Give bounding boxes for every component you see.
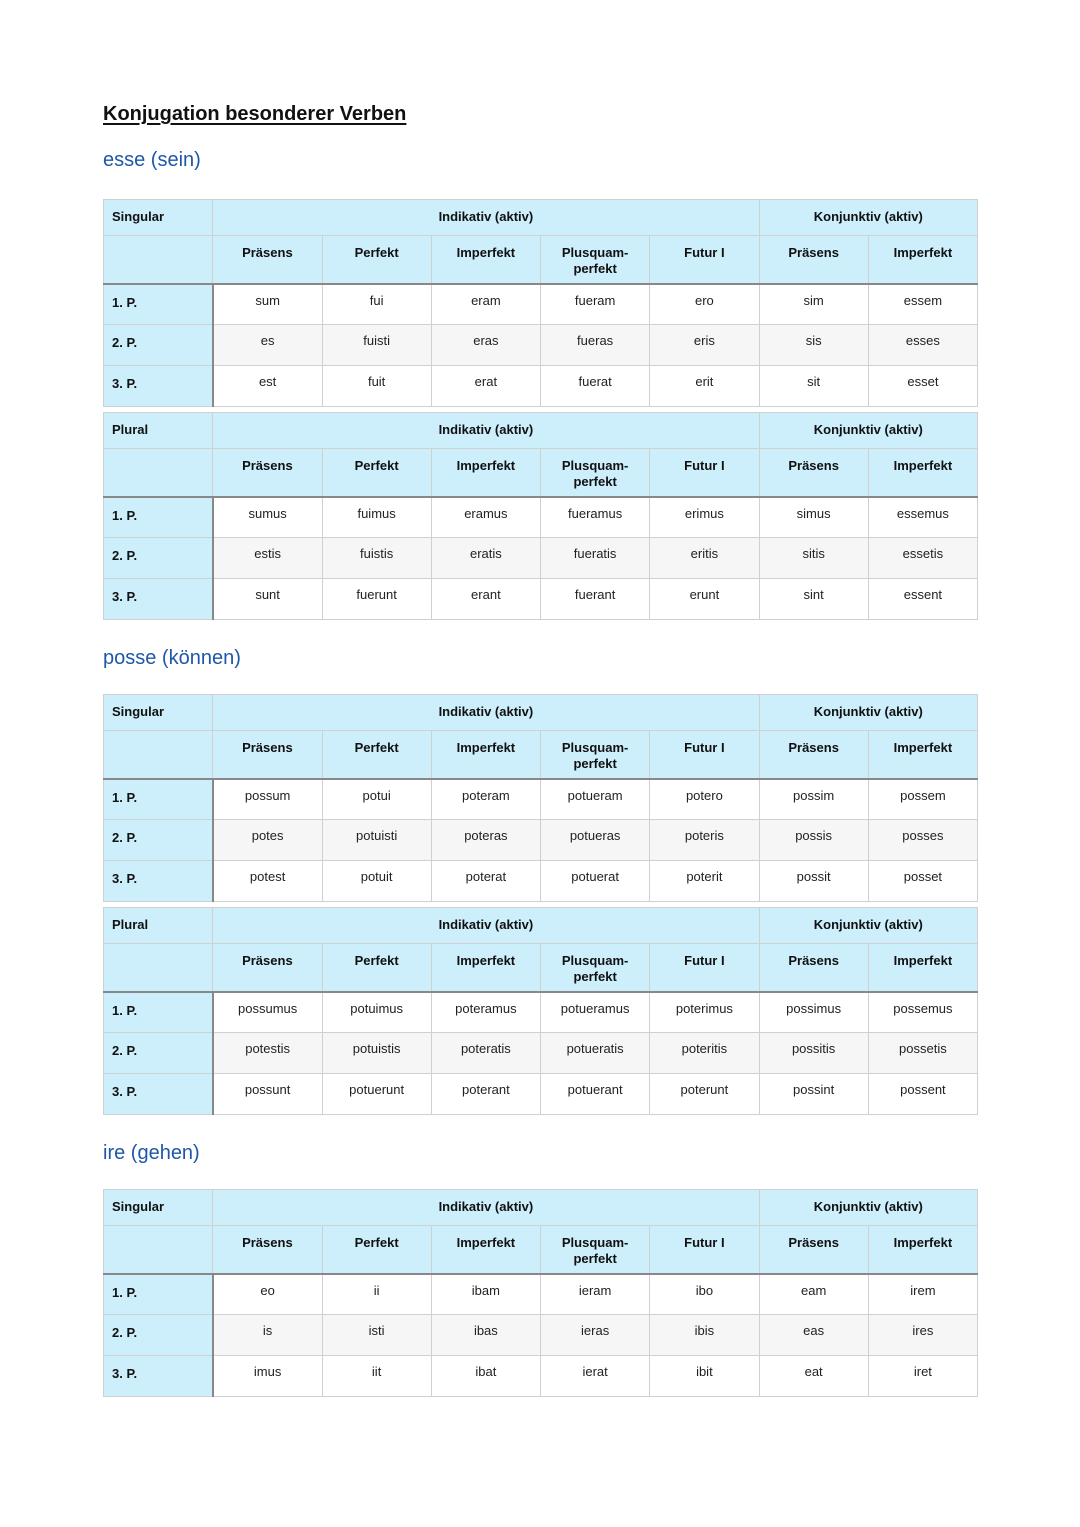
conjugation-table-singular: [103, 1189, 978, 1397]
tense-header: Imperfekt: [868, 236, 977, 284]
verb-form: eram: [431, 284, 540, 325]
verb-form: eramus: [431, 497, 540, 538]
verb-form: ii: [322, 1274, 431, 1315]
table-row: [104, 497, 978, 538]
verb-form: erit: [650, 366, 759, 407]
verb-form: ieras: [541, 1315, 650, 1356]
tense-header: Präsens: [759, 1226, 868, 1274]
tense-header: Perfekt: [322, 1226, 431, 1274]
verb-form: fueras: [541, 325, 650, 366]
tense-header: Präsens: [759, 731, 868, 779]
indikativ-header: Indikativ (aktiv): [213, 1190, 759, 1226]
verb-form: eratis: [431, 538, 540, 579]
tense-header: Plusquam- perfekt: [541, 236, 650, 284]
verb-form: potui: [322, 779, 431, 820]
page-title: Konjugation besonderer Verben: [103, 103, 407, 125]
tense-header: Imperfekt: [868, 1226, 977, 1274]
verb-form: possis: [759, 820, 868, 861]
verb-form: irem: [868, 1274, 977, 1315]
verb-form: fueratis: [541, 538, 650, 579]
table-row: [104, 366, 978, 407]
verb-form: poterat: [431, 861, 540, 902]
tense-header: Präsens: [759, 236, 868, 284]
verb-form: poterant: [431, 1074, 540, 1115]
table-row: [104, 1356, 978, 1397]
person-label: 1. P.: [104, 779, 213, 820]
verb-form: possetis: [868, 1033, 977, 1074]
verb-form: potestis: [213, 1033, 322, 1074]
verb-form: potuistis: [322, 1033, 431, 1074]
number-label: Plural: [104, 908, 213, 944]
tense-header: Imperfekt: [431, 731, 540, 779]
tense-header: Perfekt: [322, 236, 431, 284]
tense-header: Präsens: [759, 944, 868, 992]
table-row: [104, 992, 978, 1033]
tense-header: Präsens: [213, 731, 322, 779]
tense-header: Futur I: [650, 944, 759, 992]
verb-form: potuisti: [322, 820, 431, 861]
verb-form: ibam: [431, 1274, 540, 1315]
tense-header: Perfekt: [322, 944, 431, 992]
verb-form: fuerat: [541, 366, 650, 407]
verb-form: erimus: [650, 497, 759, 538]
konjunktiv-header: Konjunktiv (aktiv): [759, 200, 978, 236]
verb-form: ieram: [541, 1274, 650, 1315]
verb-form: possumus: [213, 992, 322, 1033]
table-row: [104, 1033, 978, 1074]
verb-form: sumus: [213, 497, 322, 538]
conjugation-table-plural: [103, 907, 978, 1115]
tense-header: Imperfekt: [868, 449, 977, 497]
konjunktiv-header: Konjunktiv (aktiv): [759, 413, 978, 449]
verb-form: potueramus: [541, 992, 650, 1033]
person-label: 2. P.: [104, 820, 213, 861]
person-label: 3. P.: [104, 861, 213, 902]
tense-header: Imperfekt: [868, 731, 977, 779]
verb-form: poterimus: [650, 992, 759, 1033]
conjugation-table-plural: [103, 412, 978, 620]
verb-heading-esse: esse (sein): [103, 149, 201, 171]
verb-form: ierat: [541, 1356, 650, 1397]
tense-header: Imperfekt: [431, 944, 540, 992]
verb-form: essem: [868, 284, 977, 325]
verb-form: eo: [213, 1274, 322, 1315]
corner-cell: [104, 449, 213, 497]
verb-form: potuerunt: [322, 1074, 431, 1115]
tense-header: Futur I: [650, 449, 759, 497]
tense-header: Plusquam- perfekt: [541, 1226, 650, 1274]
table-row: [104, 1074, 978, 1115]
verb-form: erant: [431, 579, 540, 620]
person-label: 1. P.: [104, 1274, 213, 1315]
verb-form: eam: [759, 1274, 868, 1315]
verb-form: possint: [759, 1074, 868, 1115]
tense-header: Plusquam- perfekt: [541, 731, 650, 779]
table-row: [104, 1274, 978, 1315]
tense-header: Futur I: [650, 1226, 759, 1274]
number-label: Singular: [104, 200, 213, 236]
verb-form: fuit: [322, 366, 431, 407]
verb-form: sitis: [759, 538, 868, 579]
verb-form: potest: [213, 861, 322, 902]
tense-header: Perfekt: [322, 449, 431, 497]
person-label: 1. P.: [104, 497, 213, 538]
corner-cell: [104, 944, 213, 992]
verb-form: fueram: [541, 284, 650, 325]
verb-form: estis: [213, 538, 322, 579]
indikativ-header: Indikativ (aktiv): [213, 908, 759, 944]
verb-form: fuisti: [322, 325, 431, 366]
verb-form: fui: [322, 284, 431, 325]
tense-header: Präsens: [213, 944, 322, 992]
table-row: [104, 325, 978, 366]
verb-form: possem: [868, 779, 977, 820]
verb-form: erunt: [650, 579, 759, 620]
verb-form: fuistis: [322, 538, 431, 579]
tense-header: Plusquam- perfekt: [541, 449, 650, 497]
verb-form: posset: [868, 861, 977, 902]
verb-form: erat: [431, 366, 540, 407]
verb-form: iit: [322, 1356, 431, 1397]
verb-form: iret: [868, 1356, 977, 1397]
verb-form: is: [213, 1315, 322, 1356]
conjugation-table-singular: [103, 694, 978, 902]
table-row: [104, 1315, 978, 1356]
verb-form: possent: [868, 1074, 977, 1115]
verb-form: eritis: [650, 538, 759, 579]
verb-form: sunt: [213, 579, 322, 620]
table-row: [104, 284, 978, 325]
verb-form: ibo: [650, 1274, 759, 1315]
verb-form: potuerat: [541, 861, 650, 902]
number-label: Plural: [104, 413, 213, 449]
verb-form: eat: [759, 1356, 868, 1397]
person-label: 2. P.: [104, 325, 213, 366]
person-label: 3. P.: [104, 1356, 213, 1397]
verb-form: potueratis: [541, 1033, 650, 1074]
tense-header: Futur I: [650, 731, 759, 779]
verb-form: eris: [650, 325, 759, 366]
tense-header: Präsens: [759, 449, 868, 497]
corner-cell: [104, 731, 213, 779]
verb-heading-ire: ire (gehen): [103, 1142, 200, 1164]
table-row: [104, 538, 978, 579]
verb-form: essemus: [868, 497, 977, 538]
tense-header: Futur I: [650, 236, 759, 284]
person-label: 1. P.: [104, 992, 213, 1033]
verb-form: sit: [759, 366, 868, 407]
verb-form: eras: [431, 325, 540, 366]
verb-form: potueras: [541, 820, 650, 861]
verb-form: fuimus: [322, 497, 431, 538]
verb-form: potes: [213, 820, 322, 861]
verb-form: possemus: [868, 992, 977, 1033]
verb-form: ires: [868, 1315, 977, 1356]
verb-heading-posse: posse (können): [103, 647, 241, 669]
person-label: 3. P.: [104, 1074, 213, 1115]
tense-header: Perfekt: [322, 731, 431, 779]
verb-form: poteritis: [650, 1033, 759, 1074]
tense-header: Imperfekt: [868, 944, 977, 992]
verb-form: isti: [322, 1315, 431, 1356]
verb-form: fuerant: [541, 579, 650, 620]
tense-header: Präsens: [213, 449, 322, 497]
verb-form: poteram: [431, 779, 540, 820]
table-row: [104, 579, 978, 620]
verb-form: possimus: [759, 992, 868, 1033]
indikativ-header: Indikativ (aktiv): [213, 200, 759, 236]
table-row: [104, 861, 978, 902]
person-label: 1. P.: [104, 284, 213, 325]
corner-cell: [104, 236, 213, 284]
person-label: 3. P.: [104, 579, 213, 620]
conjugation-table-singular: [103, 199, 978, 407]
verb-form: sint: [759, 579, 868, 620]
person-label: 3. P.: [104, 366, 213, 407]
verb-form: ibis: [650, 1315, 759, 1356]
verb-form: est: [213, 366, 322, 407]
verb-form: poterit: [650, 861, 759, 902]
verb-form: ibit: [650, 1356, 759, 1397]
verb-form: ibas: [431, 1315, 540, 1356]
verb-form: poteramus: [431, 992, 540, 1033]
verb-form: ero: [650, 284, 759, 325]
verb-form: poteris: [650, 820, 759, 861]
indikativ-header: Indikativ (aktiv): [213, 413, 759, 449]
verb-form: potueram: [541, 779, 650, 820]
tense-header: Präsens: [213, 236, 322, 284]
number-label: Singular: [104, 1190, 213, 1226]
verb-form: possit: [759, 861, 868, 902]
person-label: 2. P.: [104, 538, 213, 579]
verb-form: essetis: [868, 538, 977, 579]
table-row: [104, 779, 978, 820]
tense-header: Präsens: [213, 1226, 322, 1274]
corner-cell: [104, 1226, 213, 1274]
verb-form: sis: [759, 325, 868, 366]
verb-form: simus: [759, 497, 868, 538]
tense-header: Plusquam- perfekt: [541, 944, 650, 992]
verb-form: esses: [868, 325, 977, 366]
verb-form: potero: [650, 779, 759, 820]
verb-form: fuerunt: [322, 579, 431, 620]
table-row: [104, 820, 978, 861]
verb-form: poterunt: [650, 1074, 759, 1115]
konjunktiv-header: Konjunktiv (aktiv): [759, 1190, 978, 1226]
tense-header: Imperfekt: [431, 1226, 540, 1274]
konjunktiv-header: Konjunktiv (aktiv): [759, 695, 978, 731]
tense-header: Imperfekt: [431, 449, 540, 497]
verb-form: sim: [759, 284, 868, 325]
verb-form: poteratis: [431, 1033, 540, 1074]
verb-form: possunt: [213, 1074, 322, 1115]
verb-form: possum: [213, 779, 322, 820]
person-label: 2. P.: [104, 1033, 213, 1074]
verb-form: potuerant: [541, 1074, 650, 1115]
verb-form: posses: [868, 820, 977, 861]
konjunktiv-header: Konjunktiv (aktiv): [759, 908, 978, 944]
verb-form: es: [213, 325, 322, 366]
verb-form: fueramus: [541, 497, 650, 538]
verb-form: potuit: [322, 861, 431, 902]
number-label: Singular: [104, 695, 213, 731]
verb-form: possitis: [759, 1033, 868, 1074]
person-label: 2. P.: [104, 1315, 213, 1356]
indikativ-header: Indikativ (aktiv): [213, 695, 759, 731]
verb-form: imus: [213, 1356, 322, 1397]
verb-form: sum: [213, 284, 322, 325]
verb-form: eas: [759, 1315, 868, 1356]
verb-form: poteras: [431, 820, 540, 861]
verb-form: ibat: [431, 1356, 540, 1397]
verb-form: essent: [868, 579, 977, 620]
verb-form: possim: [759, 779, 868, 820]
verb-form: esset: [868, 366, 977, 407]
verb-form: potuimus: [322, 992, 431, 1033]
tense-header: Imperfekt: [431, 236, 540, 284]
